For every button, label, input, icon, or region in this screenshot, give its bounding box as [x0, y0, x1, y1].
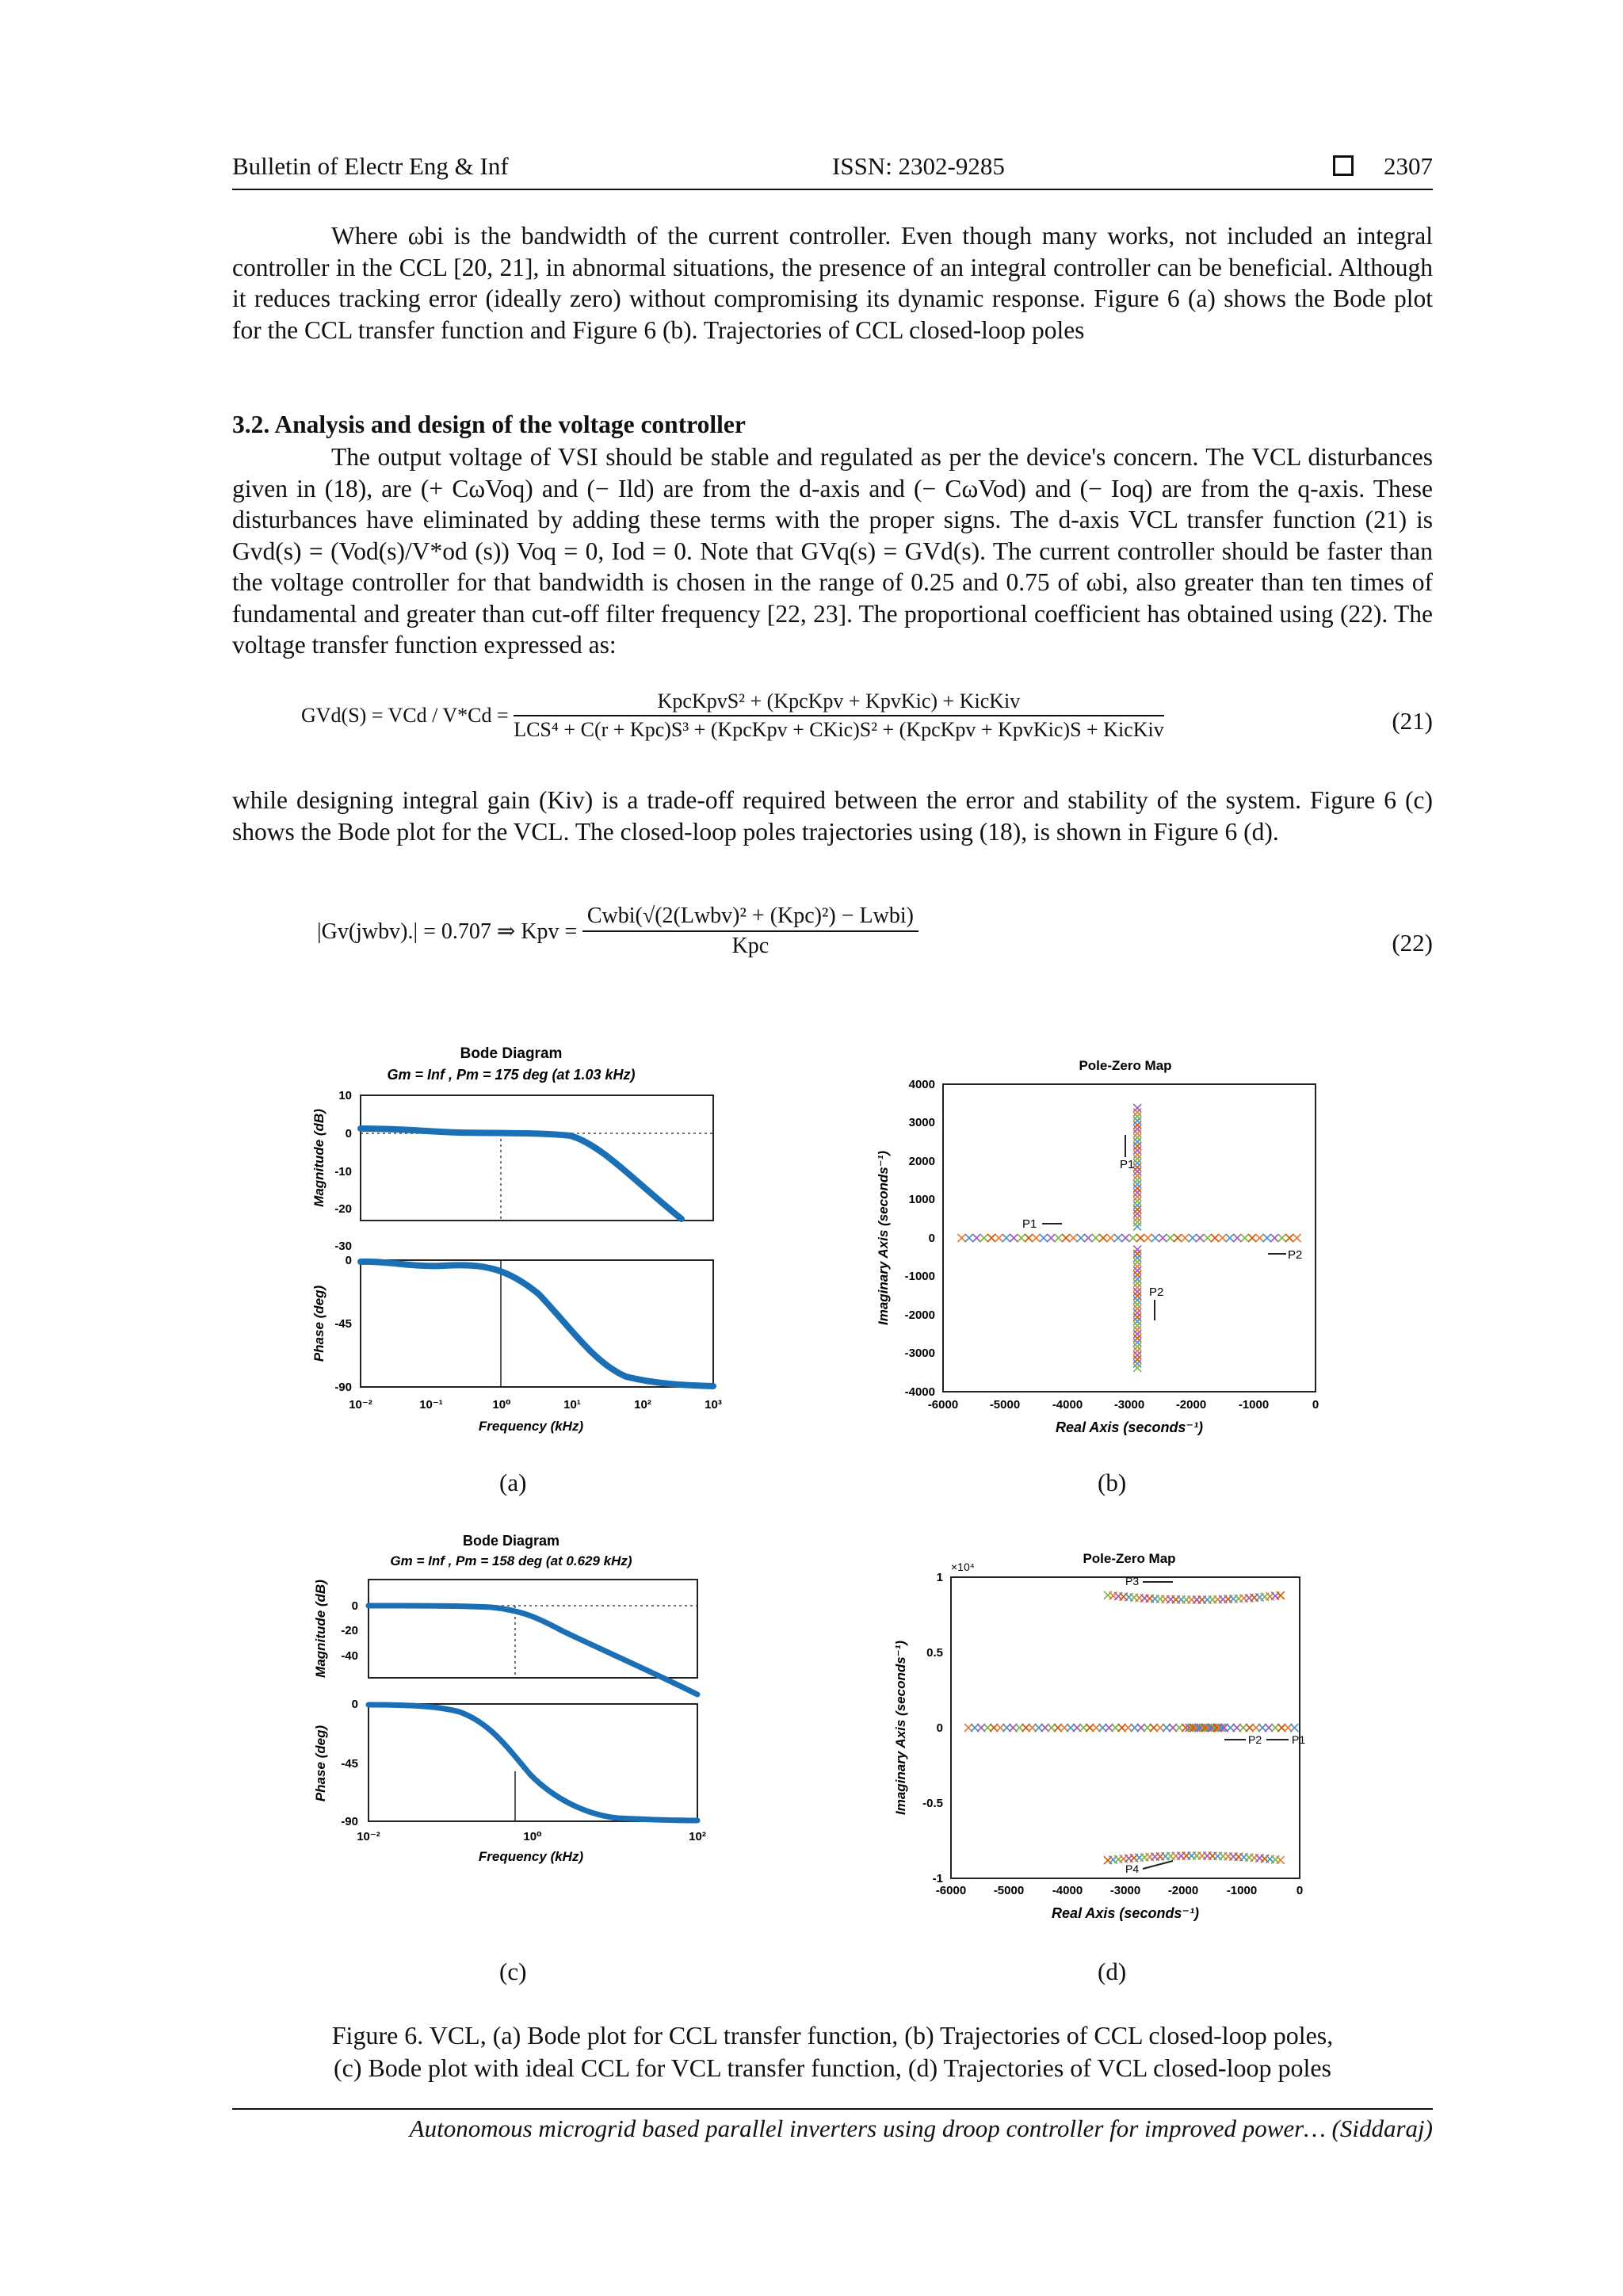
eq21-number: (21) — [1392, 707, 1433, 735]
pole-marker — [1025, 1234, 1033, 1242]
pole-marker — [1047, 1234, 1055, 1242]
fig-a-phase-ylabel: Phase (deg) — [311, 1285, 327, 1362]
fig-d-annot: P4 — [1125, 1862, 1140, 1875]
fig-b-x-tick: -1000 — [1238, 1398, 1270, 1412]
fig-d-markers — [964, 1591, 1298, 1864]
fig-c-phase-tick: -90 — [341, 1815, 358, 1828]
fig-c-title: Bode Diagram — [462, 1533, 560, 1549]
pole-marker — [1002, 1234, 1010, 1242]
fig-c-phase-curve — [369, 1705, 697, 1820]
pole-marker — [1133, 1292, 1141, 1300]
fig-b-annot: P1 — [1022, 1217, 1037, 1231]
fig-b-markers — [958, 1104, 1301, 1372]
fig-b-y-tick: -2000 — [904, 1308, 935, 1322]
paragraph-3 — [232, 785, 1433, 847]
fig-c-mag-tick: -40 — [341, 1649, 358, 1663]
fig-c-xlabel: Frequency (kHz) — [478, 1849, 584, 1864]
fig-b-y-tick: 4000 — [908, 1078, 935, 1091]
fig-b-title: Pole-Zero Map — [1079, 1058, 1172, 1073]
fig-d-x-tick: -6000 — [935, 1884, 967, 1897]
fig-a-phase-curve — [361, 1262, 713, 1386]
fig-d-title: Pole-Zero Map — [1083, 1551, 1176, 1566]
fig-c-x-tick: 10⁻² — [357, 1830, 380, 1843]
pole-marker — [1133, 1284, 1141, 1292]
pole-marker — [1092, 1234, 1100, 1242]
pole-marker — [1133, 1271, 1141, 1279]
page-number: 2307 — [1384, 152, 1433, 180]
pole-marker — [980, 1234, 988, 1242]
fig-a-phase-axes — [361, 1260, 713, 1387]
pole-marker — [1133, 1142, 1141, 1150]
caption-line-2: (c) Bode plot with ideal CCL for VCL transfer function, (d) Trajectories of VCL closed-loop poles — [333, 2053, 1331, 2082]
eq21-denominator: LCS⁴ + C(r + Kpc)S³ + (KpcKpv + CKic)S² + (KpcKpv + KpvKic)S + KicKiv — [514, 718, 1164, 741]
fig-a-phase-tick: -45 — [334, 1317, 352, 1331]
fig-c-mag-axes — [369, 1580, 697, 1678]
fig-c-magnitude-curve — [369, 1606, 697, 1694]
fig-a-phase-tick: -90 — [334, 1381, 352, 1394]
fig-d-x-tick: -3000 — [1109, 1884, 1141, 1897]
fig-c-label: (c) — [499, 1958, 527, 1985]
pole-marker — [1133, 1275, 1141, 1283]
fig-a-xlabel: Frequency (kHz) — [478, 1419, 584, 1434]
fig-b-x-tick: -2000 — [1175, 1398, 1207, 1412]
pole-marker — [1133, 1266, 1141, 1274]
fig-d-arrow — [1143, 1861, 1173, 1869]
pole-marker — [1133, 1339, 1141, 1347]
footer-rule — [232, 2108, 1433, 2110]
fig-d-y-tick: 1 — [936, 1571, 943, 1584]
fig-a-subtitle: Gm = Inf , Pm = 175 deg (at 1.03 kHz) — [387, 1067, 636, 1083]
paragraph-3-text: while designing integral gain (Kiv) is a trade-off required between the error and stability of the system. Figure 6 (c) shows the Bode plot for the VCL. The closed-loop poles trajectories using (18), is shown in Figure 6 (d). — [232, 786, 1433, 846]
caption-line-1: Figure 6. VCL, (a) Bode plot for CCL transfer function, (b) Trajectories of CCL closed-loop poles, — [331, 2021, 1334, 2050]
eq22-lhs: |Gv(jwbv).| = 0.707 ⇒ Kpv = — [317, 919, 578, 944]
fig-c-x-tick: 10² — [689, 1830, 706, 1843]
header-rule — [232, 189, 1433, 190]
pole-marker — [1133, 1146, 1141, 1154]
fig-b-annot: P2 — [1149, 1286, 1164, 1299]
pole-marker — [1133, 1155, 1141, 1163]
pole-marker — [1018, 1234, 1025, 1242]
pole-marker — [1133, 1167, 1141, 1175]
fig-b-y-tick: 2000 — [908, 1155, 935, 1168]
fig-d-y-tick: -1 — [932, 1872, 943, 1885]
eq21-numerator: KpcKpvS² + (KpcKpv + KpvKic) + KicKiv — [514, 690, 1164, 716]
fig-d-annot: P2 — [1248, 1733, 1262, 1746]
fig-d-y-tick: 0 — [936, 1721, 943, 1735]
pole-marker — [1133, 1176, 1141, 1184]
pole-marker — [1133, 1343, 1141, 1350]
pole-marker — [1055, 1234, 1063, 1242]
fig-d-x-tick: -2000 — [1167, 1884, 1199, 1897]
fig-b-y-tick: -3000 — [904, 1347, 935, 1360]
pole-marker — [1133, 1347, 1141, 1355]
fig-a-x-tick: 10⁻² — [349, 1398, 372, 1412]
fig-d-x-tick: 0 — [1296, 1884, 1304, 1897]
pole-marker — [1174, 1234, 1182, 1242]
pole-marker — [1107, 1234, 1115, 1242]
pole-marker — [1277, 1856, 1285, 1864]
eq21-fraction — [514, 690, 1164, 742]
fig-a-title: Bode Diagram — [460, 1045, 563, 1062]
pole-marker — [1151, 1234, 1159, 1242]
fig-c-phase-ylabel: Phase (deg) — [313, 1725, 328, 1802]
pole-marker — [1133, 1205, 1141, 1213]
pole-marker — [1010, 1234, 1018, 1242]
fig-b-label: (b) — [1098, 1469, 1127, 1496]
section-title: 3.2. Analysis and design of the voltage controller — [232, 411, 746, 438]
pole-marker — [1133, 1326, 1141, 1334]
pole-marker — [1293, 1234, 1301, 1242]
pole-marker — [1133, 1113, 1141, 1121]
fig-b-xlabel: Real Axis (seconds⁻¹) — [1056, 1419, 1203, 1435]
pole-marker — [1133, 1218, 1141, 1226]
pole-marker — [1133, 1125, 1141, 1133]
pole-marker — [1133, 1309, 1141, 1317]
pole-marker — [1133, 1171, 1141, 1179]
pole-marker — [1248, 1234, 1256, 1242]
fig-b-x-tick: -5000 — [989, 1398, 1021, 1412]
figure-c-bode — [301, 1530, 729, 1926]
pole-marker — [1129, 1234, 1137, 1242]
fig-c-phase-tick: -45 — [341, 1757, 358, 1771]
pole-marker — [1144, 1234, 1152, 1242]
fig-c-mag-tick: -20 — [341, 1624, 358, 1637]
pole-marker — [1133, 1189, 1141, 1197]
fig-d-annot: P3 — [1125, 1575, 1140, 1587]
pole-marker — [1133, 1288, 1141, 1296]
pole-marker — [1219, 1234, 1227, 1242]
figure-a-bode — [301, 1042, 729, 1438]
fig-a-x-tick: 10³ — [705, 1398, 722, 1412]
fig-a-mag-tick: 10 — [338, 1089, 352, 1102]
pole-marker — [1196, 1234, 1204, 1242]
pole-marker — [1133, 1322, 1141, 1330]
fig-b-y-tick: -1000 — [904, 1270, 935, 1283]
pole-marker — [1033, 1234, 1041, 1242]
figure-caption — [232, 2019, 1433, 2084]
pole-marker — [1133, 1184, 1141, 1192]
pole-marker — [1226, 1234, 1234, 1242]
pole-marker — [1133, 1263, 1141, 1270]
fig-a-magnitude-curve — [361, 1129, 682, 1219]
pole-marker — [1167, 1234, 1174, 1242]
pole-marker — [1121, 1234, 1129, 1242]
pole-marker — [1133, 1180, 1141, 1188]
fig-a-x-tick: 10¹ — [563, 1398, 581, 1412]
pole-marker — [1133, 1355, 1141, 1363]
fig-b-annot: P1 — [1120, 1158, 1135, 1171]
fig-a-label: (a) — [499, 1469, 527, 1496]
pole-marker — [965, 1234, 973, 1242]
fig-b-x-tick: 0 — [1312, 1398, 1319, 1412]
pole-marker — [1133, 1351, 1141, 1359]
pole-marker — [1133, 1222, 1141, 1230]
page-footer: Autonomous microgrid based parallel inverters using droop controller for improved power… (Siddaraj) — [409, 2115, 1433, 2142]
pole-marker — [1133, 1209, 1141, 1217]
fig-c-phase-tick: 0 — [351, 1698, 358, 1711]
pole-marker — [1133, 1151, 1141, 1159]
fig-a-x-tick: 10² — [634, 1398, 651, 1412]
fig-d-xlabel: Real Axis (seconds⁻¹) — [1052, 1905, 1199, 1921]
pole-marker — [1204, 1234, 1212, 1242]
pole-marker — [1040, 1234, 1048, 1242]
fig-a-phase-tick: 0 — [345, 1254, 352, 1267]
equation-21 — [301, 690, 1433, 753]
fig-d-x-tick: -1000 — [1226, 1884, 1258, 1897]
fig-b-y-tick: -4000 — [904, 1385, 935, 1399]
fig-a-x-tick: 10⁻¹ — [419, 1398, 443, 1412]
pole-marker — [995, 1234, 1003, 1242]
fig-a-x-tick: 10⁰ — [492, 1398, 511, 1412]
issn: ISSN: 2302-9285 — [832, 152, 1005, 180]
fig-c-x-tick: 10⁰ — [523, 1830, 542, 1843]
pole-marker — [1133, 1138, 1141, 1146]
pole-marker — [1133, 1297, 1141, 1305]
pole-marker — [1133, 1117, 1141, 1125]
pole-marker — [1133, 1360, 1141, 1368]
pole-marker — [1241, 1234, 1249, 1242]
fig-a-mag-tick: 0 — [345, 1127, 352, 1140]
fig-d-axes — [951, 1577, 1300, 1878]
fig-b-y-tick: 1000 — [908, 1193, 935, 1206]
pole-marker — [1233, 1234, 1241, 1242]
fig-b-x-tick: -4000 — [1052, 1398, 1083, 1412]
eq22-denominator: Kpc — [731, 934, 769, 958]
pole-marker — [1077, 1234, 1085, 1242]
fig-c-phase-axes — [369, 1704, 697, 1821]
pole-marker — [1133, 1108, 1141, 1116]
fig-d-ylabel: Imaginary Axis (seconds⁻¹) — [893, 1641, 908, 1815]
fig-d-x-tick: -5000 — [993, 1884, 1025, 1897]
paragraph-2 — [232, 441, 1433, 661]
pole-marker — [1133, 1259, 1141, 1266]
eq22-fraction — [582, 904, 918, 959]
fig-a-mag-ylabel: Magnitude (dB) — [311, 1109, 327, 1207]
fig-d-y-tick: -0.5 — [922, 1797, 943, 1810]
pole-marker — [1114, 1234, 1122, 1242]
pole-marker — [1133, 1250, 1141, 1258]
fig-b-y-tick: 0 — [928, 1232, 935, 1245]
pole-marker — [987, 1234, 995, 1242]
pole-marker — [1133, 1301, 1141, 1308]
figure-d-pole-zero — [888, 1545, 1331, 1934]
eq21-lhs: GVd(S) = VCd / V*Cd = — [301, 704, 509, 727]
fig-d-label: (d) — [1098, 1958, 1127, 1985]
fig-c-mag-tick: 0 — [351, 1599, 358, 1613]
eq22-number: (22) — [1392, 929, 1433, 957]
pole-marker — [1133, 1121, 1141, 1129]
pole-marker — [1133, 1104, 1141, 1112]
pole-marker — [1133, 1330, 1141, 1338]
fig-c-mag-ylabel: Magnitude (dB) — [313, 1580, 328, 1678]
pole-marker — [1133, 1129, 1141, 1137]
paragraph-1-text: Where ωbi is the bandwidth of the current controller. Even though many works, not included an integral controller in the CCL [20, 21], in abnormal situations, the presence of an integral controller can be beneficial. Although it reduces tracking error (ideally zero) without compromising its dynamic response. Figure 6 (a) shows the Bode plot for the CCL transfer function and Figure 6 (b). Trajectories of CCL closed-loop poles — [232, 222, 1433, 344]
fig-c-subtitle: Gm = Inf , Pm = 158 deg (at 0.629 kHz) — [390, 1553, 632, 1568]
paragraph-1 — [232, 220, 1433, 346]
pole-marker — [1285, 1234, 1293, 1242]
pole-marker — [1133, 1317, 1141, 1325]
pole-marker — [1133, 1197, 1141, 1205]
page-header — [232, 152, 1433, 187]
pole-marker — [1099, 1234, 1107, 1242]
fig-b-x-tick: -3000 — [1113, 1398, 1145, 1412]
figure-b-pole-zero — [864, 1054, 1339, 1442]
fig-d-annot: P1 — [1292, 1733, 1306, 1746]
fig-a-mag-tick: -30 — [334, 1240, 352, 1253]
pole-marker — [1133, 1246, 1141, 1254]
pole-marker — [1211, 1234, 1219, 1242]
eq22-numerator: Cwbi(√(2(Lwbv)² + (Kpc)²) − Lwbi) — [582, 904, 918, 932]
pole-marker — [1133, 1364, 1141, 1372]
pole-marker — [972, 1234, 980, 1242]
fig-b-ylabel: Imaginary Axis (seconds⁻¹) — [876, 1151, 891, 1325]
page-number-wrap — [1333, 152, 1433, 181]
pole-marker — [1290, 1724, 1298, 1732]
pole-marker — [1133, 1254, 1141, 1262]
pole-marker — [1270, 1234, 1278, 1242]
fig-b-y-tick: 3000 — [908, 1116, 935, 1129]
pole-marker — [958, 1234, 966, 1242]
pole-marker — [1159, 1234, 1167, 1242]
fig-d-y-scale: ×10⁴ — [951, 1561, 975, 1573]
fig-a-mag-tick: -20 — [334, 1202, 352, 1216]
pole-marker — [1062, 1234, 1070, 1242]
pole-marker — [1136, 1234, 1144, 1242]
pole-marker — [1133, 1313, 1141, 1321]
pole-marker — [1133, 1163, 1141, 1171]
pole-marker — [1084, 1234, 1092, 1242]
pole-marker — [1182, 1234, 1190, 1242]
pole-marker — [1133, 1305, 1141, 1312]
fig-d-x-tick: -4000 — [1052, 1884, 1083, 1897]
fig-b-x-tick: -6000 — [927, 1398, 959, 1412]
paragraph-2-text: The output voltage of VSI should be stable and regulated as per the device's concern. The VCL disturbances given in (18), are (+ CωVoq) and (− Ild) are from the d-axis and (− CωVod) and (− Ioq) are from the q-axis. These disturbances have eliminated by adding these terms with the proper signs. The d-axis VCL transfer function (21) is Gvd(s) = (Vod(s)/V*od (s)) Voq = 0, Iod = 0. Note that GVq(s) = GVd(s). The current controller should be faster than the voltage controller for that bandwidth is chosen in the range of 0.25 and 0.75 of ωbi, also greater than ten times of fundamental and greater than cut-off filter frequency [22, 23]. The proportional coefficient has obtained using (22). The voltage transfer function expressed as: — [232, 443, 1433, 659]
journal-name: Bulletin of Electr Eng & Inf — [232, 152, 509, 180]
fig-a-mag-tick: -10 — [334, 1165, 352, 1179]
pole-marker — [1277, 1591, 1285, 1599]
pole-marker — [1256, 1234, 1264, 1242]
pole-marker — [1133, 1335, 1141, 1343]
checkbox-square-icon — [1333, 155, 1354, 176]
pole-marker — [1278, 1234, 1286, 1242]
fig-d-y-tick: 0.5 — [926, 1646, 943, 1660]
equation-22 — [317, 904, 1433, 991]
pole-marker — [1133, 1159, 1141, 1167]
fig-b-annot: P2 — [1288, 1248, 1303, 1262]
pole-marker — [1263, 1234, 1271, 1242]
pole-marker — [1133, 1133, 1141, 1141]
pole-marker — [1070, 1234, 1078, 1242]
pole-marker — [1189, 1234, 1197, 1242]
pole-marker — [1133, 1279, 1141, 1287]
pole-marker — [1133, 1201, 1141, 1209]
pole-marker — [1133, 1214, 1141, 1222]
pole-marker — [1133, 1193, 1141, 1201]
